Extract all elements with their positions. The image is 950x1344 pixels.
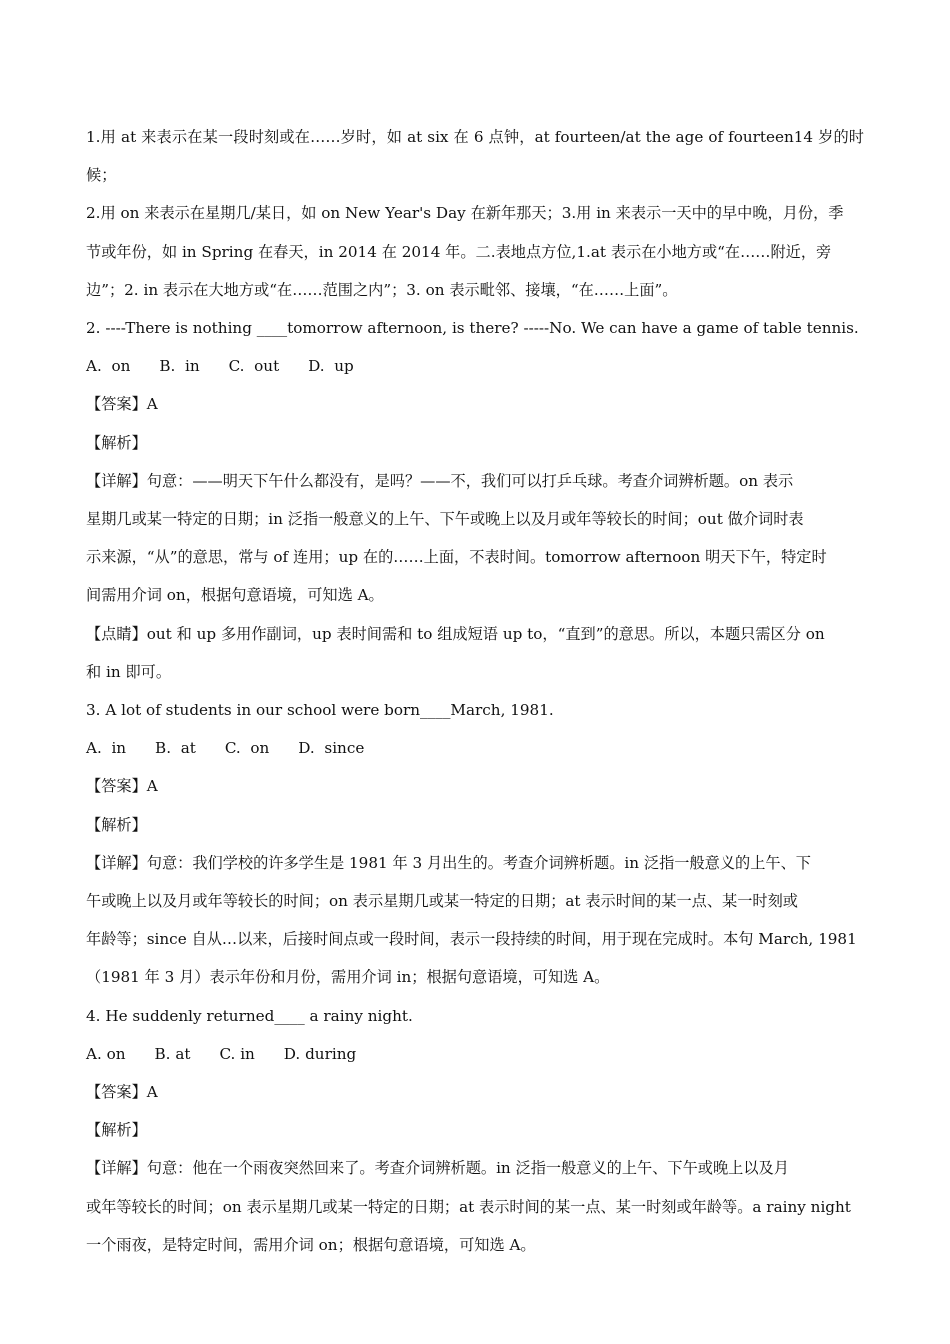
point-line: 【点睛】out 和 up 多用作副词，up 表时间需和 to 组成短语 up to，“直到”的意思。所以，本题只需区分 on: [86, 624, 825, 643]
detail-line: 星期几或某一特定的日期；in 泛指一般意义的上午、下午或晚上以及月或年等较长的时间；out 做介词时表: [86, 510, 804, 529]
question-2: [86, 309, 864, 691]
analysis-label: 【解析】: [86, 1121, 147, 1140]
intro-section: [86, 118, 864, 309]
detail-line: （1981 年 3 月）表示年份和月份，需用介词 in；根据句意语境，可知选 A。: [86, 968, 610, 987]
answer-options: A. on B. in C. out D. up: [86, 357, 354, 376]
question-3: [86, 691, 864, 997]
answer-label: 【答案】A: [86, 395, 158, 414]
detail-line: 【详解】句意：——明天下午什么都没有，是吗？——不，我们可以打乒乓球。考查介词辨析题。on 表示: [86, 471, 794, 490]
intro-line: 节或年份，如 in Spring 在春天，in 2014 在 2014 年。二.表地点方位,1.at 表示在小地方或“在……附近，旁: [86, 242, 832, 261]
detail-line: 【详解】句意：他在一个雨夜突然回来了。考查介词辨析题。in 泛指一般意义的上午、下午或晚上以及月: [86, 1159, 789, 1178]
answer-label: 【答案】A: [86, 1083, 158, 1102]
answer-options: A. on B. at C. in D. during: [86, 1044, 357, 1063]
detail-line: 示来源，“从”的意思，常与 of 连用；up 在的……上面，不表时间。tomorrow afternoon 明天下午，特定时: [86, 548, 827, 567]
intro-line: 1.用 at 来表示在某一段时刻或在……岁时，如 at six 在 6 点钟，at fourteen/at the age of fourteen14 岁的时候；: [86, 128, 864, 185]
detail-line: 【详解】句意：我们学校的许多学生是 1981 年 3 月出生的。考查介词辨析题。in 泛指一般意义的上午、下: [86, 853, 811, 872]
detail-line: 年龄等；since 自从…以来，后接时间点或一段时间，表示一段持续的时间，用于现在完成时。本句 March, 1981: [86, 930, 857, 949]
detail-line: 午或晚上以及月或年等较长的时间；on 表示星期几或某一特定的日期；at 表示时间的某一点、某一时刻或: [86, 892, 798, 911]
analysis-label: 【解析】: [86, 815, 147, 834]
answer-options: A. in B. at C. on D. since: [86, 739, 365, 758]
answer-label: 【答案】A: [86, 777, 158, 796]
point-line: 和 in 即可。: [86, 662, 172, 681]
detail-line: 间需用介词 on，根据句意语境，可知选 A。: [86, 586, 384, 605]
detail-line: 或年等较长的时间；on 表示星期几或某一特定的日期；at 表示时间的某一点、某一时刻或年龄等。a rainy night: [86, 1197, 851, 1216]
analysis-label: 【解析】: [86, 433, 147, 452]
intro-line: 2.用 on 来表示在星期几/某日，如 on New Year's Day 在新年那天；3.用 in 来表示一天中的早中晚，月份，季: [86, 204, 844, 223]
intro-line: 边”；2. in 表示在大地方或“在……范围之内”；3. on 表示毗邻、接壤，“在……上面”。: [86, 280, 678, 299]
question-4: [86, 997, 864, 1264]
detail-line: 一个雨夜，是特定时间，需用介词 on；根据句意语境，可知选 A。: [86, 1235, 536, 1254]
question-text: 2. ----There is nothing ____tomorrow afternoon, is there? -----No. We can have a game of table tennis.: [86, 319, 859, 338]
question-text: 4. He suddenly returned____ a rainy night.: [86, 1006, 413, 1025]
question-text: 3. A lot of students in our school were born____March, 1981.: [86, 701, 554, 720]
